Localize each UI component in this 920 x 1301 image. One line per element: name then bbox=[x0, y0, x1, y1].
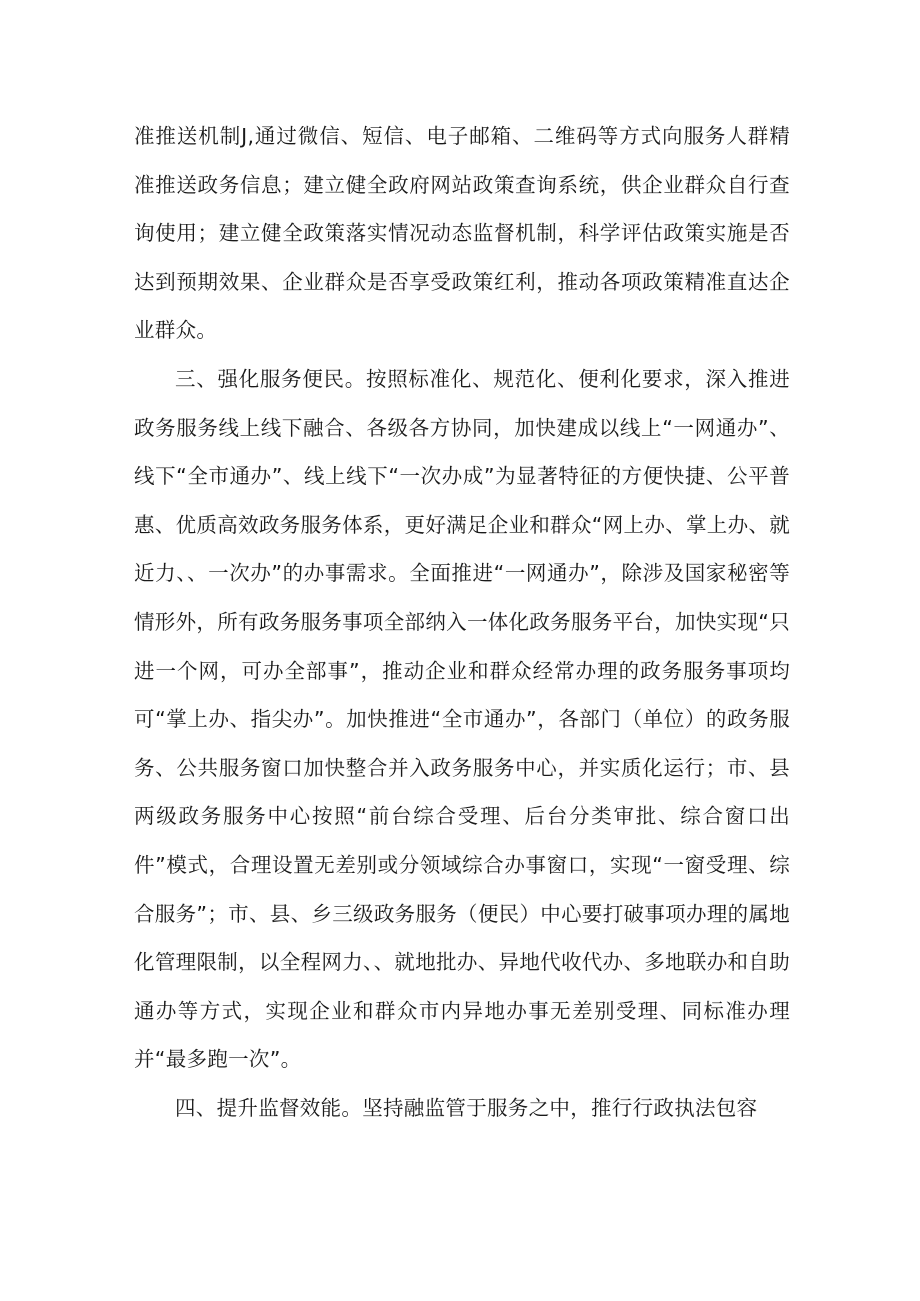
document-page bbox=[134, 112, 790, 1132]
paragraph-continuation: 准推送机制J,通过微信、短信、电子邮箱、二维码等方式向服务人群精准推送政务信息；建立健全政府网站政策查询系统，供企业群众自行查询使用；建立健全政策落实情况动态监督机制，科学评估政策实施是否达到预期效果、企业群众是否享受政策红利，推动各项政策精准直达企业群众。 bbox=[134, 124, 790, 343]
paragraph-section-four: 四、提升监督效能。坚持融监管于服务之中，推行行政执法包容 bbox=[175, 1095, 758, 1120]
paragraph-section-three: 三、强化服务便民。按照标准化、规范化、便利化要求，深入推进政务服务线上线下融合、各级各方协同，加快建成以线上“一网通办”、线下“全市通办”、线上线下“一次办成”为显著特征的方便快捷、公平普惠、优质高效政务服务体系，更好满足企业和群众“网上办、掌上办、就近力、、一次办”的办事需求。全面推进“一网通办”，除涉及国家秘密等情形外，所有政务服务事项全部纳入一体化政务服务平台，加快实现“只进一个网，可办全部事”，推动企业和群众经常办理的政务服务事项均可“掌上办、指尖办”。加快推进“全市通办”，各部门（单位）的政务服务、公共服务窗口加快整合并入政务服务中心，并实质化运行；市、县两级政务服务中心按照“前台综合受理、后台分类审批、综合窗口出件”模式，合理设置无差别或分领域综合办事窗口，实现“一窗受理、综合服务”；市、县、乡三级政务服务（便民）中心要打破事项办理的属地化管理限制，以全程网力、、就地批办、异地代收代办、多地联办和自助通办等方式，实现企业和群众市内异地办事无差别受理、同标准办理并“最多跑一次”。 bbox=[134, 366, 790, 1072]
